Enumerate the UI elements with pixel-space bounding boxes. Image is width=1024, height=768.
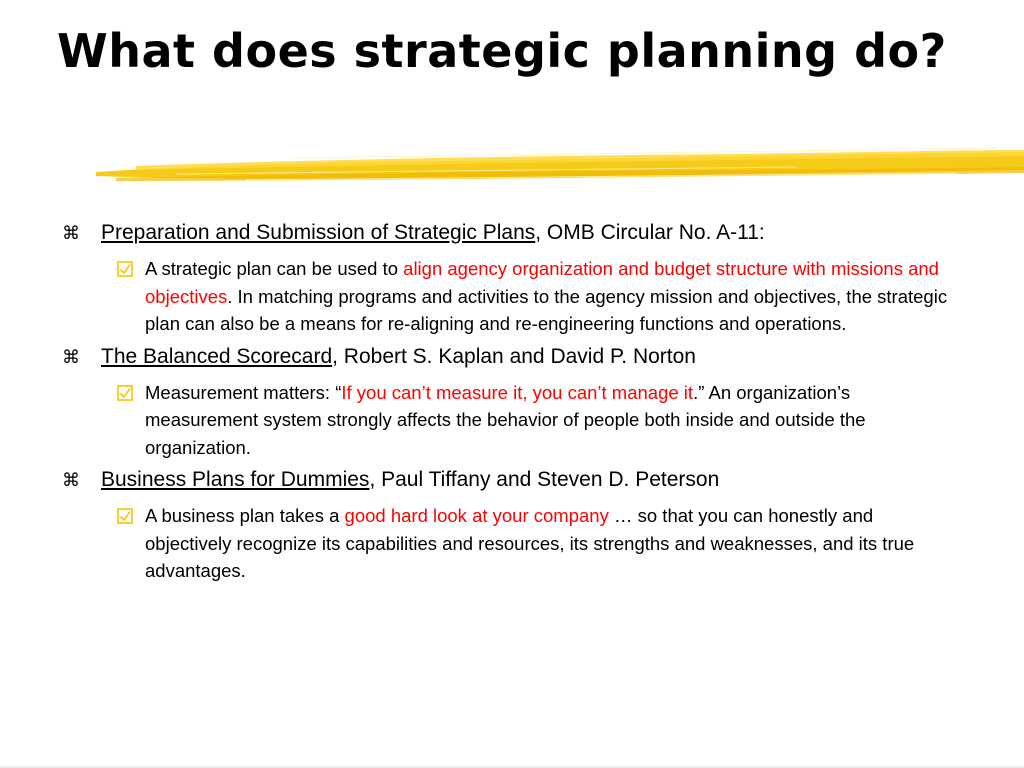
sub-text-highlight: good hard look at your company xyxy=(344,505,609,526)
reference-source: , Paul Tiffany and Steven D. Peterson xyxy=(369,468,720,491)
checkbox-bullet-icon xyxy=(117,385,133,401)
list-item xyxy=(60,343,960,371)
reference-source: , OMB Circular No. A-11: xyxy=(535,221,765,244)
reference-title: Preparation and Submission of Strategic Plans xyxy=(101,221,536,244)
checkbox-bullet-icon xyxy=(117,508,133,524)
sub-text-pre: Measurement matters: “ xyxy=(145,381,342,403)
sub-text-post: . In matching programs and activities to the agency mission and objectives, the strategic plan can also be a means for re-aligning and re-engineering functions and operations. xyxy=(145,285,948,334)
reference-title: The Balanced Scorecard xyxy=(101,344,333,368)
slide-title: What does strategic planning do? xyxy=(57,24,947,78)
title-brush-underline xyxy=(96,140,1024,190)
sub-list-item xyxy=(145,502,960,585)
bullet-list xyxy=(60,219,960,590)
list-item xyxy=(60,466,960,494)
command-bullet-icon: ⌘ xyxy=(62,346,80,367)
sub-list-item xyxy=(145,255,960,338)
list-item xyxy=(60,219,960,247)
sub-text-highlight: align agency organization and budget structure with missions and objectives xyxy=(145,258,939,307)
sub-text-post: .” An organization’s measurement system strongly affects the behavior of people both inside and outside the organization. xyxy=(145,381,866,458)
sub-list-item xyxy=(145,379,960,462)
sub-text-post: … so that you can honestly and objectively recognize its capabilities and resources, its strengths and weaknesses, and its true advantages. xyxy=(145,505,915,581)
sub-text-highlight: If you can’t measure it, you can’t manage it xyxy=(341,381,694,403)
command-bullet-icon: ⌘ xyxy=(62,470,80,490)
reference-source: , Robert S. Kaplan and David P. Norton xyxy=(332,344,696,368)
checkbox-bullet-icon xyxy=(117,261,133,277)
sub-text-pre: A strategic plan can be used to xyxy=(145,258,404,279)
command-bullet-icon: ⌘ xyxy=(62,223,80,243)
reference-title: Business Plans for Dummies xyxy=(101,468,370,491)
sub-text-pre: A business plan takes a xyxy=(145,505,345,526)
